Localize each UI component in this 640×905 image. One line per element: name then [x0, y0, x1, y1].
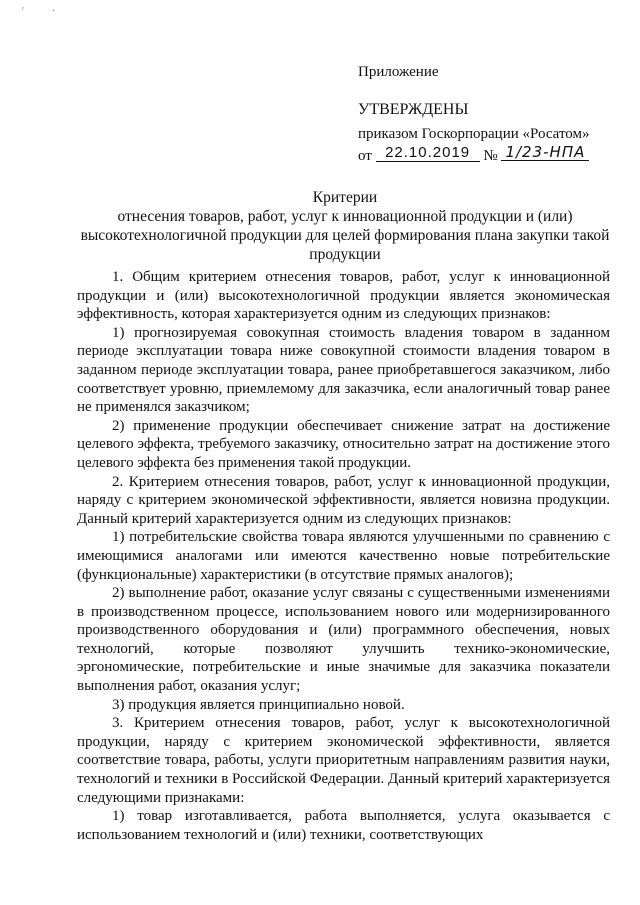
number-label: № — [483, 148, 498, 164]
from-label: от — [358, 148, 372, 164]
document-body — [77, 268, 610, 844]
scan-mark: ' — [22, 6, 24, 17]
paragraph: 1. Общим критерием отнесения товаров, работ, услуг к инновационной продукции и (или) высокотехнологичной продукции является экономическая эффективность, которая характеризуется одним из следующих признаков: — [77, 269, 610, 323]
paragraph: 2) выполнение работ, оказание услуг связаны с существенными изменениями в производственном процессе, использованием нового или модернизированного производственного оборудования и (или) программного обеспечения, новых технологий, которые позволяют улучшить технико-экономические, эргономические, потребительские и иные значимые для заказчика показатели выполнения работ, оказания услуг; — [77, 585, 610, 695]
appendix-label: Приложение — [358, 64, 439, 80]
paragraph: 1) прогнозируемая совокупная стоимость владения товаром в заданном периоде эксплуатации товара ниже совокупной стоимости владения товаром в заданном периоде эксплуатации товара, ранее приобретавшегося заказчиком, либо соответствует уровню, приемлемому для заказчика, если аналогичный товар ранее не применялся заказчиком; — [77, 324, 610, 416]
paragraph: 3) продукция является принципиально новой. — [112, 696, 405, 713]
title-line-2: отнесения товаров, работ, услуг к инновационной продукции и (или) высокотехнологичной продукции для целей формирования плана закупки такой продукции — [80, 208, 610, 263]
document-title — [80, 188, 610, 264]
order-date: 22.10.2019 — [376, 145, 480, 162]
paragraph: 1) товар изготавливается, работа выполняется, услуга оказывается с использованием технологий и (или) техники, соответствующих — [77, 808, 610, 843]
title-line-1: Критерии — [312, 189, 378, 206]
paragraph: 1) потребительские свойства товара являются улучшенными по сравнению с имеющимися аналогами или имеются качественно новые потребительские (функциональные) характеристики (в отсутствие прямых аналогов); — [77, 529, 610, 583]
paragraph: 3. Критерием отнесения товаров, работ, услуг к высокотехнологичной продукции, наряду с критерием экономической эффективности, является соответствие товара, работы, услуги приоритетным направлениям развития науки, технологий и техники в Российской Федерации. Данный критерий характеризуется следующими признаками: — [77, 715, 610, 806]
paragraph: 2) применение продукции обеспечивает снижение затрат на достижение целевого эффекта, требуемого заказчику, относительно затрат на достижение этого целевого эффекта без применения такой продукции. — [77, 417, 610, 471]
order-line: приказом Госкорпорации «Росатом» — [358, 126, 590, 142]
scan-mark: · — [52, 6, 56, 17]
date-number-line — [358, 143, 590, 166]
order-number: 1/23-НПА — [501, 144, 589, 161]
paragraph: 2. Критерием отнесения товаров, работ, услуг к инновационной продукции, наряду с критерием экономической эффективности, является новизна продукции. Данный критерий характеризуется одним из следующих признаков: — [77, 473, 610, 527]
approval-header — [358, 62, 590, 166]
approved-label: УТВЕРЖДЕНЫ — [358, 101, 469, 118]
